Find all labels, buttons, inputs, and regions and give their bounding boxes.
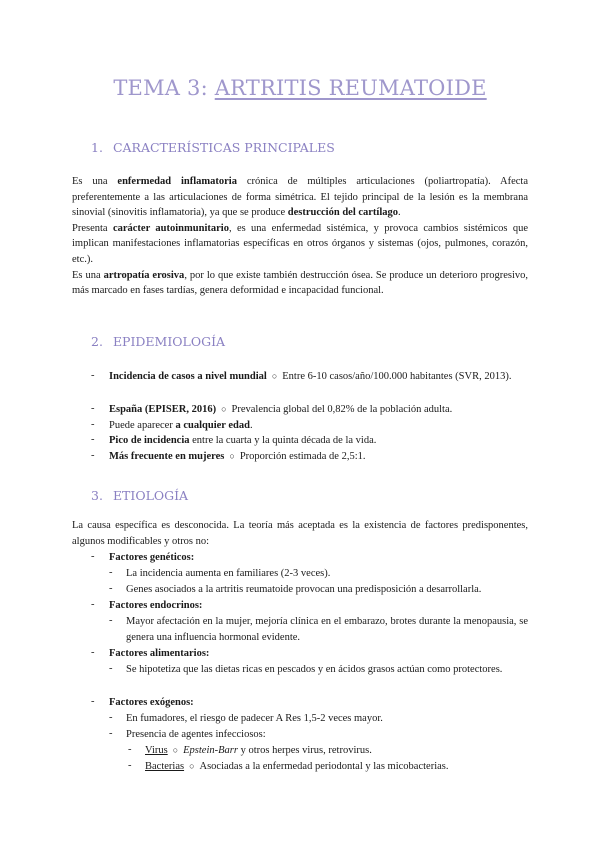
paragraph: Presenta carácter autoinmunitario, es una enfermedad sistémica, y provoca cambios sistémicos que implican manifestaciones inflamatorias específicas en otros órganos y sistemas (ojos, pulmones, corazón, etc.). <box>72 222 529 265</box>
list-item: España (EPISER, 2016) ○ Prevalencia global del 0,82% de la población adulta. <box>109 404 453 415</box>
section-1-body <box>72 174 528 299</box>
title-prefix: TEMA 3: <box>113 76 215 100</box>
paragraph: Es una artropatía erosiva, por lo que existe también destrucción ósea. Se produce un deterioro progresivo, más marcado en fases tardías, genera deformidad e incapacidad funcional. <box>72 269 528 297</box>
bullet-dash: - <box>109 615 113 626</box>
bullet-dash: - <box>91 434 95 445</box>
list-item: En fumadores, el riesgo de padecer A Res 1,5-2 veces mayor. <box>126 713 383 724</box>
list-item: Factores exógenos: <box>109 697 194 708</box>
list-item: Factores endocrinos: <box>109 600 203 611</box>
bullet-dash: - <box>109 663 113 674</box>
list-item: Virus ○ Epstein-Barr y otros herpes virus, retrovirus. <box>145 745 372 756</box>
list-item: Genes asociados a la artritis reumatoide provocan una predisposición a desarrollarla. <box>126 584 482 595</box>
list-item: Puede aparecer a cualquier edad. <box>109 420 253 431</box>
bullet-dash: - <box>91 647 95 658</box>
list-item: Bacterias ○ Asociadas a la enfermedad periodontal y las micobacterias. <box>145 761 449 772</box>
paragraph: Es una enfermedad inflamatoria crónica de múltiples articulaciones (poliartropatía). Afecta preferentemente a las articulaciones de forma simétrica. El tejido principal de la lesión es la membrana sinovial (sinovitis inflamatoria), ya que se produce destrucción del cartílago. <box>72 176 528 219</box>
list-item: Incidencia de casos a nivel mundial ○ Entre 6-10 casos/año/100.000 habitantes (SVR, 2013). <box>109 371 512 382</box>
bullet-dash: - <box>128 760 132 771</box>
list-item: Se hipotetiza que las dietas ricas en pescados y en ácidos grasos actúan como protectores. <box>126 664 503 675</box>
bullet-dash: - <box>91 370 95 381</box>
list-item: Mayor afectación en la mujer, mejoría clínica en el embarazo, brotes durante la menopausia, se genera una influencia hormonal evidente. <box>126 616 528 643</box>
document-title <box>0 76 600 100</box>
bullet-dash: - <box>109 583 113 594</box>
list-item: La incidencia aumenta en familiares (2-3 veces). <box>126 568 331 579</box>
list-item: Presencia de agentes infecciosos: <box>126 729 266 740</box>
section-3-heading: 3. ETIOLOGÍA <box>91 488 189 503</box>
list-item: Más frecuente en mujeres ○ Proporción estimada de 2,5:1. <box>109 451 366 462</box>
section-3-intro: La causa específica es desconocida. La teoría más aceptada es la existencia de factores predisponentes, algunos modificables y otros no: <box>72 520 528 547</box>
section-1-heading: 1. CARACTERÍSTICAS PRINCIPALES <box>91 140 335 155</box>
list-item: Pico de incidencia entre la cuarta y la quinta década de la vida. <box>109 435 377 446</box>
bullet-dash: - <box>109 567 113 578</box>
title-main: ARTRITIS REUMATOIDE <box>214 76 487 100</box>
bullet-dash: - <box>91 403 95 414</box>
list-item: Factores genéticos: <box>109 552 195 563</box>
bullet-dash: - <box>91 450 95 461</box>
bullet-dash: - <box>91 551 95 562</box>
bullet-dash: - <box>91 419 95 430</box>
bullet-dash: - <box>128 744 132 755</box>
bullet-dash: - <box>91 696 95 707</box>
list-item: Factores alimentarios: <box>109 648 210 659</box>
section-2-heading: 2. EPIDEMIOLOGÍA <box>91 334 226 349</box>
bullet-dash: - <box>109 728 113 739</box>
bullet-dash: - <box>109 712 113 723</box>
bullet-dash: - <box>91 599 95 610</box>
